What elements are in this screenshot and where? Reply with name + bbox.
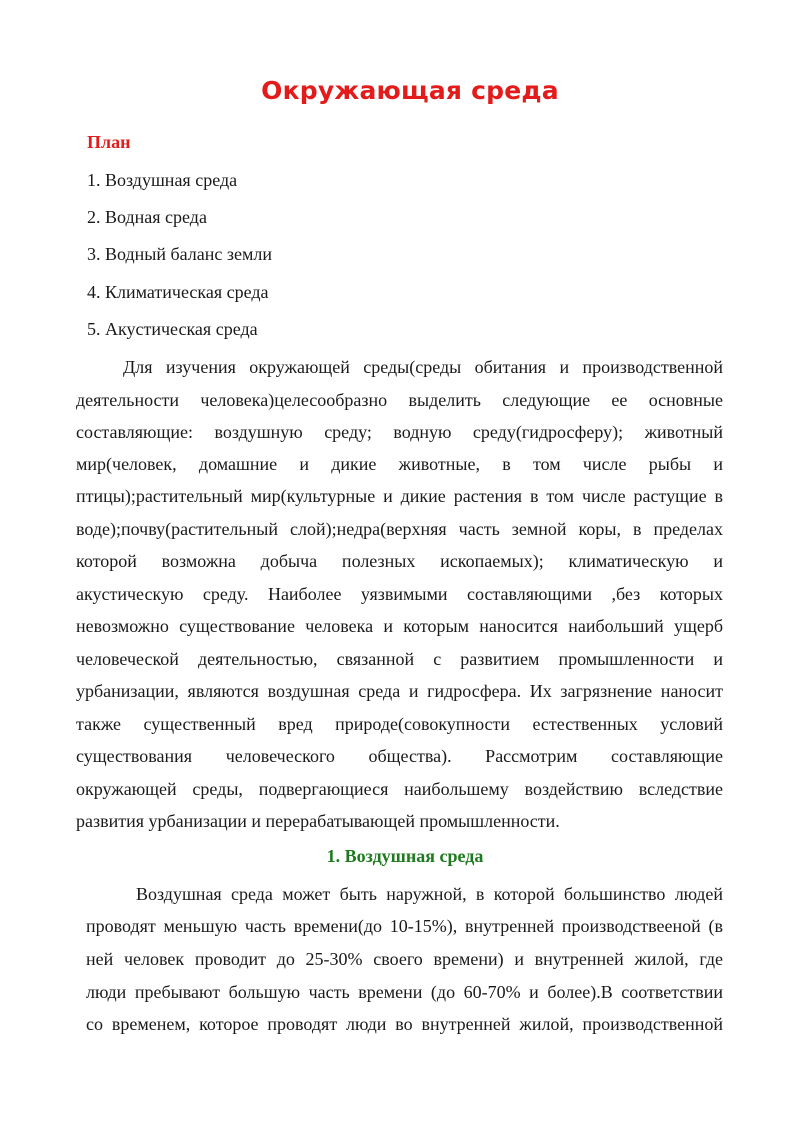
- document-title: Окружающая среда: [261, 76, 559, 105]
- intro-line: человеческой деятельностью, связанной с развитием промышленности и: [76, 649, 723, 669]
- intro-line: акустическую среду. Наиболее уязвимыми составляющими ,без которых: [76, 584, 723, 604]
- section-line: люди пребывают большую часть времени (до 60-70% и более).В соответствии: [86, 982, 723, 1002]
- section-heading: 1. Воздушная среда: [326, 846, 484, 866]
- plan-heading: План: [87, 132, 131, 152]
- intro-line: невозможно существование человека и которым наносится наибольший ущерб: [76, 616, 723, 636]
- plan-item: 2. Водная среда: [87, 207, 207, 227]
- section-line: проводят меньшую часть времени(до 10-15%), внутренней производствееной (в: [86, 916, 723, 936]
- intro-line: воде);почву(растительный слой);недра(верхняя часть земной коры, в пределах: [76, 519, 723, 539]
- intro-line: мир(человек, домашние и дикие животные, в том числе рыбы и: [76, 454, 723, 474]
- intro-line: птицы);растительный мир(культурные и дикие растения в том числе растущие в: [76, 486, 723, 506]
- section-line: Воздушная среда может быть наружной, в которой большинство людей: [136, 884, 723, 904]
- plan-item: 1. Воздушная среда: [87, 170, 238, 190]
- intro-line: окружающей среды, подвергающиеся наибольшему воздействию вследствие: [76, 779, 723, 799]
- section-line: со временем, которое проводят люди во внутренней жилой, производственной: [86, 1014, 723, 1034]
- intro-line: деятельности человека)целесообразно выделить следующие ее основные: [76, 390, 723, 410]
- intro-line: Для изучения окружающей среды(среды обитания и производственной: [123, 357, 723, 377]
- intro-line: составляющие: воздушную среду; водную среду(гидросферу); животный: [76, 422, 723, 442]
- intro-line: которой возможна добыча полезных ископаемых); климатическую и: [76, 551, 723, 571]
- intro-line: также существенный вред природе(совокупности естественных условий: [76, 714, 723, 734]
- section-line: ней человек проводит до 25-30% своего времени) и внутренней жилой, где: [86, 949, 723, 969]
- plan-item: 3. Водный баланс земли: [87, 244, 273, 264]
- intro-line: развития урбанизации и перерабатывающей промышленности.: [76, 811, 560, 831]
- plan-item: 4. Климатическая среда: [87, 282, 269, 302]
- intro-line: урбанизации, являются воздушная среда и гидросфера. Их загрязнение наносит: [76, 681, 723, 701]
- plan-item: 5. Акустическая среда: [87, 319, 258, 339]
- intro-line: существования человеческого общества). Рассмотрим составляющие: [76, 746, 723, 766]
